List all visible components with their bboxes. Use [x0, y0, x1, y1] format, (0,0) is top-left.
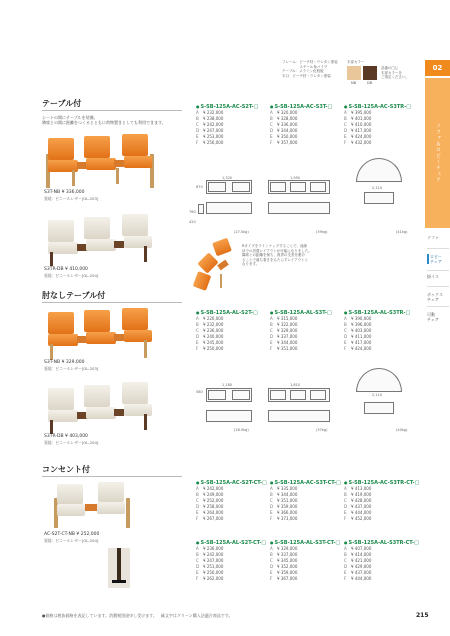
price-value: ¥ 414,000	[351, 552, 372, 557]
price-value: ¥ 350,000	[277, 134, 298, 139]
price-value: ¥ 247,000	[203, 128, 224, 133]
model-number: ● S-SB-125A-AL-S3T-□	[270, 310, 332, 316]
price-row	[196, 346, 258, 352]
grade-label: C	[344, 328, 347, 333]
price-value: ¥ 390,000	[351, 316, 372, 321]
price-value: ¥ 251,000	[203, 564, 224, 569]
model-number: ● S-SB-125A-AL-S3TR-□	[344, 310, 410, 316]
caption	[44, 267, 98, 279]
price-value: ¥ 421,000	[351, 558, 372, 563]
note-r-type	[242, 244, 312, 267]
note-line: Rタイプをラインナップすることで、曲線	[242, 244, 308, 248]
grade-label: B	[196, 322, 199, 327]
grade-label: F	[196, 140, 199, 145]
price-value: ¥ 351,000	[277, 498, 298, 503]
chapter-title: ソファ＆ロビーチェア	[425, 78, 450, 228]
grade-label: B	[270, 322, 273, 327]
sidebar-item-chair[interactable]: 掛イス	[427, 274, 439, 279]
price-value: ¥ 437,000	[351, 504, 372, 509]
dim-height: 760	[189, 210, 196, 214]
price-value: ¥ 329,000	[277, 546, 298, 551]
price-table	[270, 310, 332, 352]
sofa-photo-s3t-nb-armless	[44, 306, 156, 360]
caption-name: AC-S2T-CT-NB ¥ 252,000	[44, 532, 100, 537]
grade-label: E	[344, 510, 347, 515]
caption-name: S3T-NB ¥ 329,000	[44, 360, 85, 365]
grade-label: D	[196, 334, 200, 339]
grade-label: A	[196, 546, 199, 551]
price-value: ¥ 232,000	[203, 322, 224, 327]
grade-label: F	[270, 140, 273, 145]
grade-label: A	[196, 110, 199, 115]
price-row	[196, 576, 266, 582]
price-value: ¥ 345,000	[277, 558, 298, 563]
dim-depth: 670	[196, 185, 203, 189]
sofa-photo-s3tr-db	[44, 212, 156, 266]
legend-note-line: ご指定ください。	[381, 75, 409, 79]
legend-line: テーブル：メラミン化粧板	[282, 69, 324, 73]
price-value: ¥ 253,000	[203, 134, 224, 139]
divider	[427, 270, 449, 271]
grade-label: E	[196, 134, 199, 139]
caption-sub: 張地：ビニールレザー[GL-204]	[44, 273, 99, 278]
caption	[44, 434, 98, 446]
price-value: ¥ 249,000	[203, 492, 224, 497]
price-value: ¥ 410,000	[351, 122, 372, 127]
price-value: ¥ 267,000	[203, 516, 224, 521]
price-value: ¥ 373,000	[277, 516, 298, 521]
price-row	[344, 516, 419, 522]
dim-w3: 2,110	[372, 393, 383, 397]
price-value: ¥ 411,000	[351, 334, 372, 339]
weight: (40kg)	[396, 428, 408, 432]
swatch-db-code: DB	[367, 81, 373, 85]
grade-label: B	[270, 492, 273, 497]
price-value: ¥ 320,000	[277, 110, 298, 115]
grade-label: C	[270, 498, 273, 503]
price-value: ¥ 238,000	[203, 116, 224, 121]
grade-label: E	[344, 134, 347, 139]
grade-label: B	[344, 552, 347, 557]
price-value: ¥ 329,000	[277, 328, 298, 333]
swatch-nb-code: NB	[351, 81, 357, 85]
grade-label: C	[196, 328, 199, 333]
section-title: コンセント付	[42, 465, 90, 474]
desc-line: シートの間にテーブルを装備。	[42, 115, 98, 120]
price-table	[270, 540, 340, 582]
price-value: ¥ 432,000	[351, 140, 372, 145]
model-number: ● S-SB-125A-AL-S2T-CT-□	[196, 540, 266, 546]
model-number: ● S-SB-125A-AC-S3T-□	[270, 104, 332, 110]
chapter-number: 02	[425, 60, 450, 76]
sidebar-item-mobile-chair[interactable]: 可動 チェア	[427, 312, 439, 322]
section-rule	[42, 476, 182, 477]
price-table	[196, 104, 258, 146]
caption-sub: 張地：ビニールレザー[GL-204]	[44, 538, 99, 543]
swatch-nb	[347, 66, 361, 80]
grade-label: C	[270, 122, 273, 127]
price-value: ¥ 242,000	[203, 486, 224, 491]
grade-label: F	[196, 346, 199, 351]
price-value: ¥ 395,000	[351, 110, 372, 115]
price-value: ¥ 344,000	[277, 128, 298, 133]
price-value: ¥ 335,000	[277, 486, 298, 491]
section-rule	[42, 302, 182, 303]
dim-drawing-al-s2t	[196, 386, 256, 432]
legend-note-line: 品番の□に	[381, 66, 399, 70]
weight: (28.5kg)	[234, 428, 249, 432]
sofa-photo-ac-s2t-ct	[52, 480, 132, 530]
section-rule	[42, 110, 182, 111]
note-line: 隣席との距離を保ち、視界の交差を避け	[242, 253, 305, 257]
price-value: ¥ 250,000	[203, 346, 224, 351]
price-row	[344, 576, 419, 582]
caption	[44, 190, 98, 202]
grade-label: C	[196, 498, 199, 503]
sidebar-item-box-chair[interactable]: ボックス チェア	[427, 292, 443, 302]
grade-label: E	[196, 340, 199, 345]
legend-color-head: 木部カラー	[347, 60, 365, 64]
dim-seat-height: 420	[189, 220, 196, 224]
caption	[44, 532, 99, 544]
price-table	[344, 310, 410, 352]
grade-label: C	[270, 328, 273, 333]
price-value: ¥ 232,000	[203, 110, 224, 115]
price-value: ¥ 359,000	[277, 504, 298, 509]
price-value: ¥ 242,000	[203, 552, 224, 557]
grade-label: D	[344, 564, 348, 569]
price-table	[196, 480, 267, 522]
grade-label: A	[270, 110, 273, 115]
price-value: ¥ 367,000	[277, 576, 298, 581]
grade-label: B	[344, 492, 347, 497]
model-number: ● S-SB-125A-AL-S3T-CT-□	[270, 540, 340, 546]
legend-line: スチール角パイプ	[282, 64, 328, 69]
grade-label: B	[196, 552, 199, 557]
model-number: ● S-SB-125A-AC-S3TR-CT-□	[344, 480, 419, 486]
price-value: ¥ 417,000	[351, 128, 372, 133]
grade-label: F	[344, 140, 347, 145]
price-value: ¥ 315,000	[277, 316, 298, 321]
price-value: ¥ 344,000	[277, 492, 298, 497]
weight: (27.5kg)	[234, 230, 249, 234]
dim-drawing-s3t	[266, 178, 332, 228]
price-value: ¥ 236,000	[203, 546, 224, 551]
price-value: ¥ 444,000	[351, 510, 372, 515]
divider	[427, 286, 449, 287]
footer-note: ●価格は税抜価格を表記しています。消費税別途申し受けます。 緑文字はグリーン購入法適合商品です。	[42, 613, 233, 618]
caption-sub: 張地：ビニールレザー[GL-204]	[44, 440, 99, 445]
price-table	[196, 540, 266, 582]
grade-label: E	[344, 570, 347, 575]
grade-label: F	[344, 576, 347, 581]
dim-w2: 1,810	[290, 383, 301, 387]
note-line: 状での設置レイアウトが可能になりました。	[242, 248, 312, 253]
outlet-photo	[108, 548, 130, 588]
grade-label: D	[270, 128, 274, 133]
section-title: 肘なしテーブル付	[42, 291, 106, 300]
price-value: ¥ 396,000	[351, 322, 372, 327]
model-number: ● S-SB-125A-AL-S2T-□	[196, 310, 258, 316]
divider	[427, 248, 449, 249]
grade-label: B	[196, 116, 199, 121]
model-number: ● S-SB-125A-AL-S3TR-CT-□	[344, 540, 419, 546]
grade-label: A	[344, 486, 347, 491]
grade-label: F	[270, 516, 273, 521]
grade-label: D	[270, 504, 274, 509]
price-value: ¥ 417,000	[351, 340, 372, 345]
note-line: なります。	[242, 262, 260, 266]
price-value: ¥ 264,000	[203, 510, 224, 515]
model-number: ● S-SB-125A-AC-S2T-CT-□	[196, 480, 267, 486]
caption-sub: 張地：ビニールレザー[GL-203]	[44, 366, 99, 371]
grade-label: E	[196, 570, 199, 575]
grade-label: C	[344, 498, 347, 503]
price-value: ¥ 262,000	[203, 576, 224, 581]
grade-label: A	[344, 546, 347, 551]
sidebar	[425, 52, 450, 612]
price-value: ¥ 359,000	[277, 570, 298, 575]
price-row	[344, 140, 411, 146]
price-value: ¥ 256,000	[203, 570, 224, 575]
price-value: ¥ 352,000	[277, 564, 298, 569]
note-line: ることで落ち着きをもたらすレイアウトと	[242, 257, 309, 262]
price-value: ¥ 226,000	[203, 316, 224, 321]
grade-label: B	[270, 552, 273, 557]
price-value: ¥ 336,000	[277, 122, 298, 127]
model-number: ● S-SB-125A-AC-S3T-CT-□	[270, 480, 341, 486]
grade-label: B	[344, 322, 347, 327]
price-value: ¥ 236,000	[203, 328, 224, 333]
sofa-photo-s3tr-db-armless	[44, 380, 156, 434]
price-value: ¥ 424,000	[351, 134, 372, 139]
legend-note	[381, 66, 409, 80]
price-value: ¥ 424,000	[351, 346, 372, 351]
price-value: ¥ 242,000	[203, 122, 224, 127]
grade-label: B	[270, 116, 273, 121]
model-number: ● S-SB-125A-AC-S3TR-□	[344, 104, 411, 110]
weight: (39kg)	[316, 230, 328, 234]
section-title: テーブル付	[42, 99, 82, 108]
grade-label: D	[270, 564, 274, 569]
price-row	[270, 346, 332, 352]
grade-label: F	[344, 516, 347, 521]
price-table	[196, 310, 258, 352]
dim-drawing-al-s3t	[266, 386, 332, 432]
legend-frame	[282, 60, 338, 78]
legend-note-line: 木部カラーを	[381, 70, 402, 75]
price-value: ¥ 429,000	[351, 564, 372, 569]
price-value: ¥ 407,000	[351, 546, 372, 551]
grade-label: F	[344, 346, 347, 351]
price-table	[270, 104, 332, 146]
price-row	[344, 346, 410, 352]
grade-label: A	[270, 486, 273, 491]
price-value: ¥ 344,000	[277, 340, 298, 345]
price-value: ¥ 428,000	[351, 498, 372, 503]
grade-label: C	[270, 558, 273, 563]
price-row	[270, 576, 340, 582]
grade-label: F	[196, 576, 199, 581]
price-value: ¥ 245,000	[203, 340, 224, 345]
dim-w3: 2,110	[372, 186, 383, 190]
weight: (37kg)	[316, 428, 328, 432]
price-value: ¥ 328,000	[277, 116, 298, 121]
grade-label: A	[270, 546, 273, 551]
grade-label: A	[196, 316, 199, 321]
grade-label: D	[344, 504, 348, 509]
price-value: ¥ 437,000	[351, 570, 372, 575]
price-value: ¥ 247,000	[203, 558, 224, 563]
model-number: ● S-SB-125A-AC-S2T-□	[196, 104, 258, 110]
price-row	[196, 140, 258, 146]
price-value: ¥ 256,000	[203, 140, 224, 145]
price-value: ¥ 337,000	[277, 552, 298, 557]
grade-label: D	[196, 504, 200, 509]
price-table	[344, 104, 411, 146]
price-value: ¥ 258,000	[203, 504, 224, 509]
weight: (41kg)	[396, 230, 408, 234]
legend-line: フレーム：ビーチ材・ウレタン塗装	[282, 60, 338, 64]
price-row	[270, 516, 341, 522]
grade-label: A	[344, 316, 347, 321]
grade-label: D	[344, 334, 348, 339]
grade-label: D	[196, 564, 200, 569]
sofa-photo-s3t-nb	[44, 132, 156, 188]
section-desc	[42, 115, 166, 125]
price-value: ¥ 337,000	[277, 334, 298, 339]
price-value: ¥ 252,000	[203, 498, 224, 503]
caption-name: S3T-NB ¥ 336,000	[44, 190, 85, 195]
price-table	[270, 480, 341, 522]
page-number: 215	[416, 612, 429, 619]
dim-w2: 1,950	[290, 176, 301, 180]
grade-label: F	[270, 346, 273, 351]
price-row	[196, 516, 267, 522]
grade-label: B	[344, 116, 347, 121]
grade-label: C	[196, 558, 199, 563]
grade-label: A	[270, 316, 273, 321]
grade-label: E	[344, 340, 347, 345]
dim-w1: 1,180	[222, 383, 233, 387]
grade-label: D	[270, 334, 274, 339]
sidebar-item-sofa[interactable]: ソファ	[427, 235, 439, 240]
divider	[427, 306, 449, 307]
caption-name: S3TR-DB ¥ 403,000	[44, 434, 88, 439]
grade-label: D	[196, 128, 200, 133]
price-table	[344, 480, 419, 522]
dim-w1: 1,320	[222, 176, 233, 180]
grade-label: F	[270, 576, 273, 581]
swatch-db	[363, 66, 377, 80]
legend-line: 木口：ビーチ材・ウレタン塗装	[282, 73, 331, 78]
price-value: ¥ 366,000	[277, 510, 298, 515]
dim-depth: 580	[196, 390, 203, 394]
price-value: ¥ 413,000	[351, 486, 372, 491]
grade-label: E	[270, 340, 273, 345]
price-value: ¥ 357,000	[277, 140, 298, 145]
grade-label: F	[196, 516, 199, 521]
price-value: ¥ 401,000	[351, 116, 372, 121]
grade-label: E	[270, 134, 273, 139]
grade-label: A	[344, 110, 347, 115]
caption	[44, 360, 98, 372]
grade-label: E	[270, 570, 273, 575]
price-value: ¥ 444,000	[351, 576, 372, 581]
dim-drawing-s2t	[196, 178, 256, 228]
price-value: ¥ 322,000	[277, 322, 298, 327]
price-table	[344, 540, 419, 582]
grade-label: C	[196, 122, 199, 127]
sidebar-item-lobby-chair[interactable]: ロビー チェア	[427, 254, 450, 264]
price-value: ¥ 452,000	[351, 516, 372, 521]
price-value: ¥ 240,000	[203, 334, 224, 339]
grade-label: C	[344, 558, 347, 563]
caption-sub: 張地：ビニールレザー[GL-203]	[44, 196, 99, 201]
grade-label: C	[344, 122, 347, 127]
price-value: ¥ 351,000	[277, 346, 298, 351]
grade-label: A	[196, 486, 199, 491]
desc-line: 隣席との間に距離をつくるとともに荷物置きとしても利用できます。	[42, 120, 166, 125]
grade-label: E	[196, 510, 199, 515]
price-value: ¥ 403,000	[351, 328, 372, 333]
caption-name: S3TR-DB ¥ 410,000	[44, 267, 88, 272]
price-row	[270, 140, 332, 146]
grade-label: B	[196, 492, 199, 497]
grade-label: E	[270, 510, 273, 515]
grade-label: D	[344, 128, 348, 133]
price-value: ¥ 419,000	[351, 492, 372, 497]
